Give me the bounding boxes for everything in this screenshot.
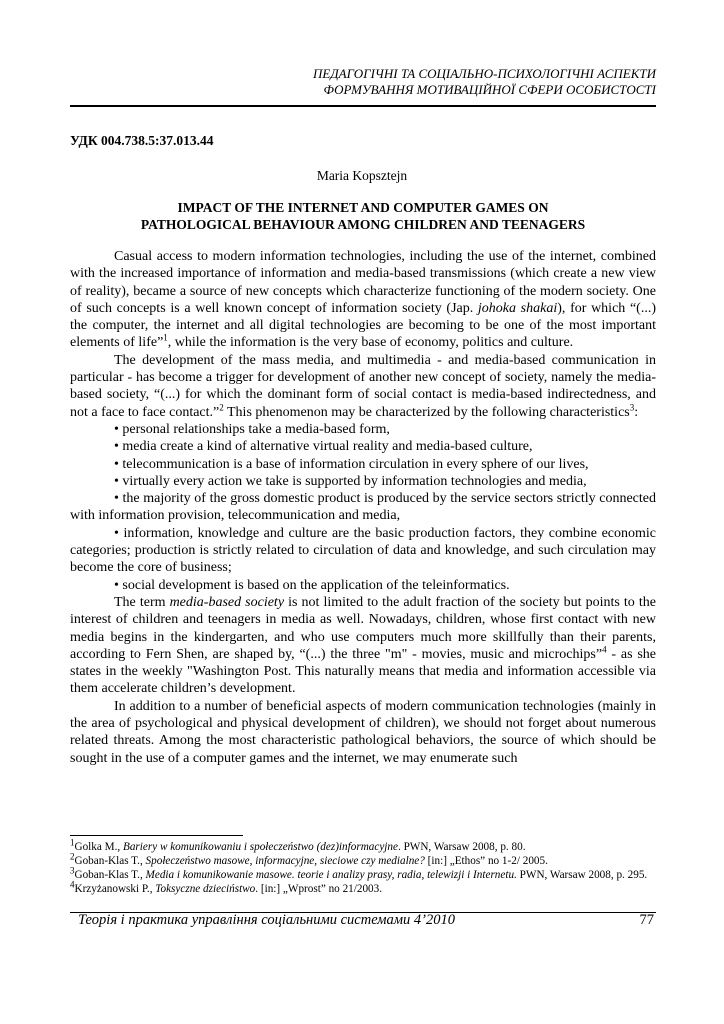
bullet-item: • media create a kind of alternative virtual reality and media-based culture, — [114, 439, 533, 455]
page-number: 77 — [639, 912, 654, 928]
bullet-item: • the majority of the gross domestic product is produced by the service sectors strictly connected with information provision, telecommunication and media, — [70, 491, 656, 524]
footnotes — [70, 837, 656, 896]
footnote-ref-4[interactable]: 4 — [602, 644, 607, 655]
article-title-line-2: PATHOLOGICAL BEHAVIOUR AMONG CHILDREN AND TEENAGERS — [140, 217, 586, 232]
bullet-item: • social development is based on the application of the teleinformatics. — [114, 577, 510, 593]
paragraph-1: Casual access to modern information technologies, including the use of the internet, combined with the increased importance of information and media-based transmissions (which create a new view of reality), became a source of new concepts which characterize functioning of the modern society. One of such concepts is a well known concept of information society (Jap. johoka shakai), for which “(...) the computer, the internet and all digital technologies are becoming to be one of the most important elements of life”$^1$, while the information is the very base of economy, politics and culture. — [70, 249, 656, 351]
paragraph-3: The term media-based society is not limited to the adult fraction of the society but points to the interest of children and teenagers in media as well. Nowadays, children, whose first contact with new media begins in the kindergarten, and who use computers much more skillfully than their parents, according to Fern Shen, are shaped by, “(...) the three "m" - movies, music and microchips”$^4$ - as she states in the weekly "Washington Post. This naturally means that media and information accessible via them accelerate children’s development. — [70, 594, 656, 697]
article-title — [70, 199, 656, 233]
footnote-1: $^1$Golka M., Bariery w komunikowaniu i społeczeństwo (dez)informacyjne. PWN, Warsaw 2008, p. 80. — [70, 837, 526, 853]
bullet-item: • information, knowledge and culture are the basic production factors, they combine economic categories; production is strictly related to circulation of data and knowledge, and such circulation may become the core of business; — [70, 525, 656, 576]
bullet-item: • personal relationships take a media-based form, — [114, 421, 390, 437]
running-header-line-2: ФОРМУВАННЯ МОТИВАЦІЙНОЇ СФЕРИ ОСОБИСТОСТІ — [323, 82, 656, 97]
bullet-item: • virtually every action we take is supported by information technologies and media, — [114, 473, 587, 489]
running-header-line-1: ПЕДАГОГІЧНІ ТА СОЦІАЛЬНО-ПСИХОЛОГІЧНІ АСПЕКТИ — [313, 66, 656, 81]
article-body — [70, 248, 656, 767]
footnote-4: $^4$Krzyżanowski P., Toksyczne dzieciństwo. [in:] „Wprost” no 21/2003. — [70, 879, 383, 895]
footnote-2: $^2$Goban-Klas T., Społeczeństwo masowe, informacyjne, sieciowe czy medialne? [in:] „Ethos” no 1-2/ 2005. — [70, 851, 548, 867]
footnote-ref-3[interactable]: 3 — [629, 402, 635, 413]
author-name: Maria Kopsztejn — [316, 168, 408, 183]
header-divider — [70, 105, 656, 107]
paragraph-4: In addition to a number of beneficial aspects of modern communication technologies (mainly in the area of psychological and physical development of children), we should not forget about numerous related threats. Among the most characteristic pathological behaviors, the source of which should be sought in the use of a computer games and the internet, we may enumerate such — [70, 698, 656, 766]
journal-name: Теорія і практика управління соціальними системами 4’2010 — [78, 912, 455, 928]
paragraph-2: The development of the mass media, and multimedia - and media-based communication in particular - has become a trigger for development of another new concept of society, namely the media-based society, “(...) for which the dominant form of social contact is media-based indirectedness, and not a face to face contact.”$^2$ This phenomenon may be characterized by the following characteristics$^3$: — [70, 352, 656, 420]
footnote-ref-1[interactable]: 1 — [163, 332, 168, 343]
footnote-divider — [70, 835, 243, 836]
footnote-ref-2[interactable]: 2 — [219, 402, 224, 413]
article-title-line-1: IMPACT OF THE INTERNET AND COMPUTER GAMES ON — [177, 200, 549, 215]
footnote-3: $^3$Goban-Klas T., Media i komunikowanie masowe. teorie i analizy prasy, radia, telewizji i Internetu. PWN, Warsaw 2008, p. 295. — [70, 865, 648, 881]
udk-code: УДК 004.738.5:37.013.44 — [70, 133, 214, 148]
running-header — [70, 66, 656, 98]
bullet-item: • telecommunication is a base of information circulation in every sphere of our lives, — [114, 456, 589, 472]
